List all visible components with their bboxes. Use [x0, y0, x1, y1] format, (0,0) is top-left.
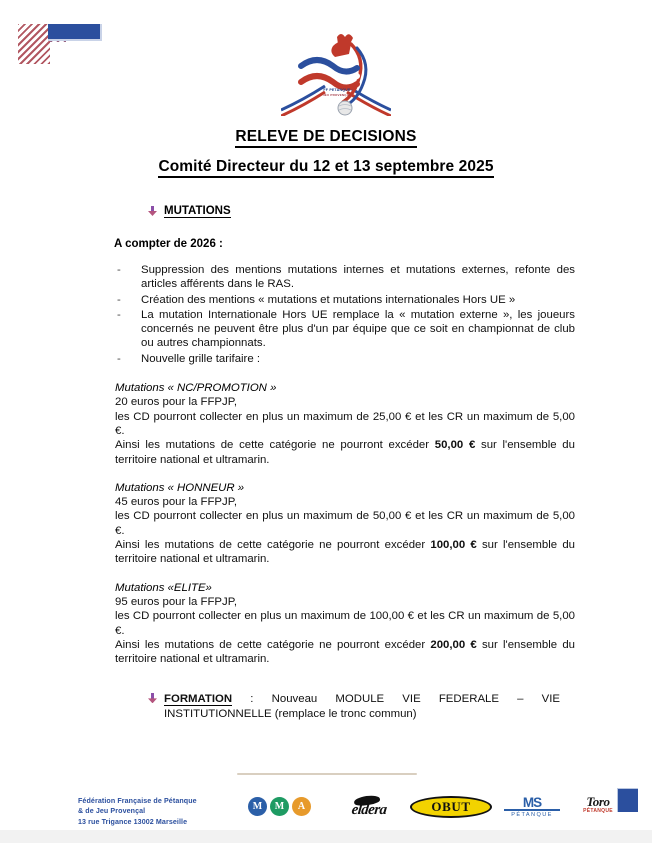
ffpjp-rooster-logo: [281, 24, 391, 116]
tariff-cap-amount: 200,00 €: [430, 638, 477, 651]
mma-logo: [248, 797, 311, 816]
tariff-cap: [115, 638, 575, 667]
hatch-pattern-red: [18, 24, 50, 64]
toro-subtitle: PÉTANQUE: [583, 808, 613, 814]
tariff-surcharge: les CD pourront collecter en plus un maximum de 25,00 € et les CR un maximum de 5,00 €.: [115, 410, 575, 437]
section-heading-mutations: [148, 205, 652, 218]
section-formation: [148, 692, 560, 721]
sponsor-logos: [248, 793, 613, 825]
tariff-cap-pre: Ainsi les mutations de cette catégorie ne pourront excéder: [115, 539, 431, 552]
logo-caption-main: FF PETANQUE: [323, 88, 351, 92]
document-subtitle-text: Comité Directeur du 12 et 13 septembre 2025: [158, 158, 493, 178]
tariff-cap: [115, 438, 575, 467]
formation-body: Nouveau MODULE VIE FEDERALE – VIE INSTITUTIONNELLE (remplace le tronc commun): [164, 693, 561, 720]
tariff-cap-post: sur l'ensemble du territoire national et ultramarin.: [115, 539, 575, 566]
mma-letter: M: [252, 801, 263, 812]
tariff-cap-amount: 50,00 €: [434, 439, 476, 452]
obut-wordmark: OBUT: [431, 799, 471, 814]
arrow-bullet-icon: [148, 693, 157, 705]
tariff-category: Mutations «ELITE»: [115, 581, 212, 594]
tariff-category: Mutations « HONNEUR »: [115, 481, 245, 494]
tariff-cap-pre: Ainsi les mutations de cette catégorie ne pourront excéder: [115, 638, 431, 651]
document-title: [0, 128, 652, 146]
tariff-block-honneur: [115, 481, 575, 567]
tariff-cap-pre: Ainsi les mutations de cette catégorie ne pourront excéder: [115, 439, 435, 452]
document-title-text: RELEVE DE DECISIONS: [235, 128, 416, 148]
tariff-base-fee: 45 euros pour la FFPJP,: [115, 496, 237, 509]
document-body: [0, 205, 652, 721]
footer-address: [78, 796, 197, 827]
decorative-corner-mark: [18, 8, 90, 64]
footer-address-line-2: & de Jeu Provençal: [78, 807, 146, 816]
mma-circle-orange: [292, 797, 311, 816]
tariff-cap-amount: 100,00 €: [430, 539, 477, 552]
footer-address-line-3: 13 rue Trigance 13002 Marseille: [78, 817, 188, 826]
footer-divider: [237, 773, 417, 775]
obut-logo: [410, 796, 492, 818]
blue-bar: [48, 24, 102, 41]
mma-circle-green: [270, 797, 289, 816]
tariff-base-fee: 20 euros pour la FFPJP,: [115, 396, 237, 409]
tariff-base-fee: 95 euros pour la FFPJP,: [115, 595, 237, 608]
mma-circle-blue: [248, 797, 267, 816]
tariff-block-nc-promotion: [115, 381, 575, 467]
tariff-cap: [115, 538, 575, 567]
document-subtitle: [0, 158, 652, 176]
tariff-category: Mutations « NC/PROMOTION »: [115, 382, 277, 395]
list-item: - Création des mentions « mutations et mutations internationales Hors UE »: [115, 293, 575, 307]
tariff-cap-post: sur l'ensemble du territoire national et ultramarin.: [115, 439, 575, 466]
ms-subtitle: PÉTANQUE: [511, 812, 553, 818]
formation-heading: FORMATION: [164, 693, 233, 706]
formation-text: [164, 692, 560, 721]
logo-caption: [301, 88, 373, 98]
list-item: - Nouvelle grille tarifaire :: [115, 352, 575, 366]
ms-petanque-logo: [504, 796, 560, 818]
arrow-bullet-icon: [148, 206, 157, 218]
footer-address-line-1: Fédération Française de Pétanque: [78, 797, 197, 805]
page-bottom-band: [0, 830, 652, 843]
list-item: - La mutation Internationale Hors UE remplace la « mutation externe », les joueurs concernés ne peuvent être plus d'un par équipe que ce soit en championnat de club ou autres championnats.: [115, 308, 575, 351]
mutations-bullet-list: [115, 263, 575, 366]
section-heading-label: MUTATIONS: [164, 205, 231, 217]
subheading-effective-date: A compter de 2026 :: [114, 238, 223, 250]
tariff-block-elite: [115, 581, 575, 667]
mma-letter: M: [274, 801, 285, 812]
eldera-wordmark: eldera: [350, 802, 388, 818]
list-item: - Suppression des mentions mutations internes et mutations externes, refonte des articles afférents dans le RAS.: [115, 263, 575, 292]
decorative-blue-square: [617, 788, 638, 812]
ms-wordmark: MS: [504, 796, 560, 811]
logo-caption-sub: JEU PROVENÇAL: [322, 92, 352, 97]
tariff-surcharge: les CD pourront collecter en plus un maximum de 50,00 € et les CR un maximum de 5,00 €.: [115, 510, 575, 537]
tariff-surcharge: les CD pourront collecter en plus un maximum de 100,00 € et les CR un maximum de 5,00 €.: [115, 610, 575, 637]
eldera-logo: [338, 797, 400, 819]
mma-letter: A: [297, 801, 306, 812]
toro-wordmark: Toro: [586, 794, 610, 809]
tariff-cap-post: sur l'ensemble du territoire national et ultramarin.: [115, 638, 575, 666]
formation-separator: :: [232, 693, 272, 706]
